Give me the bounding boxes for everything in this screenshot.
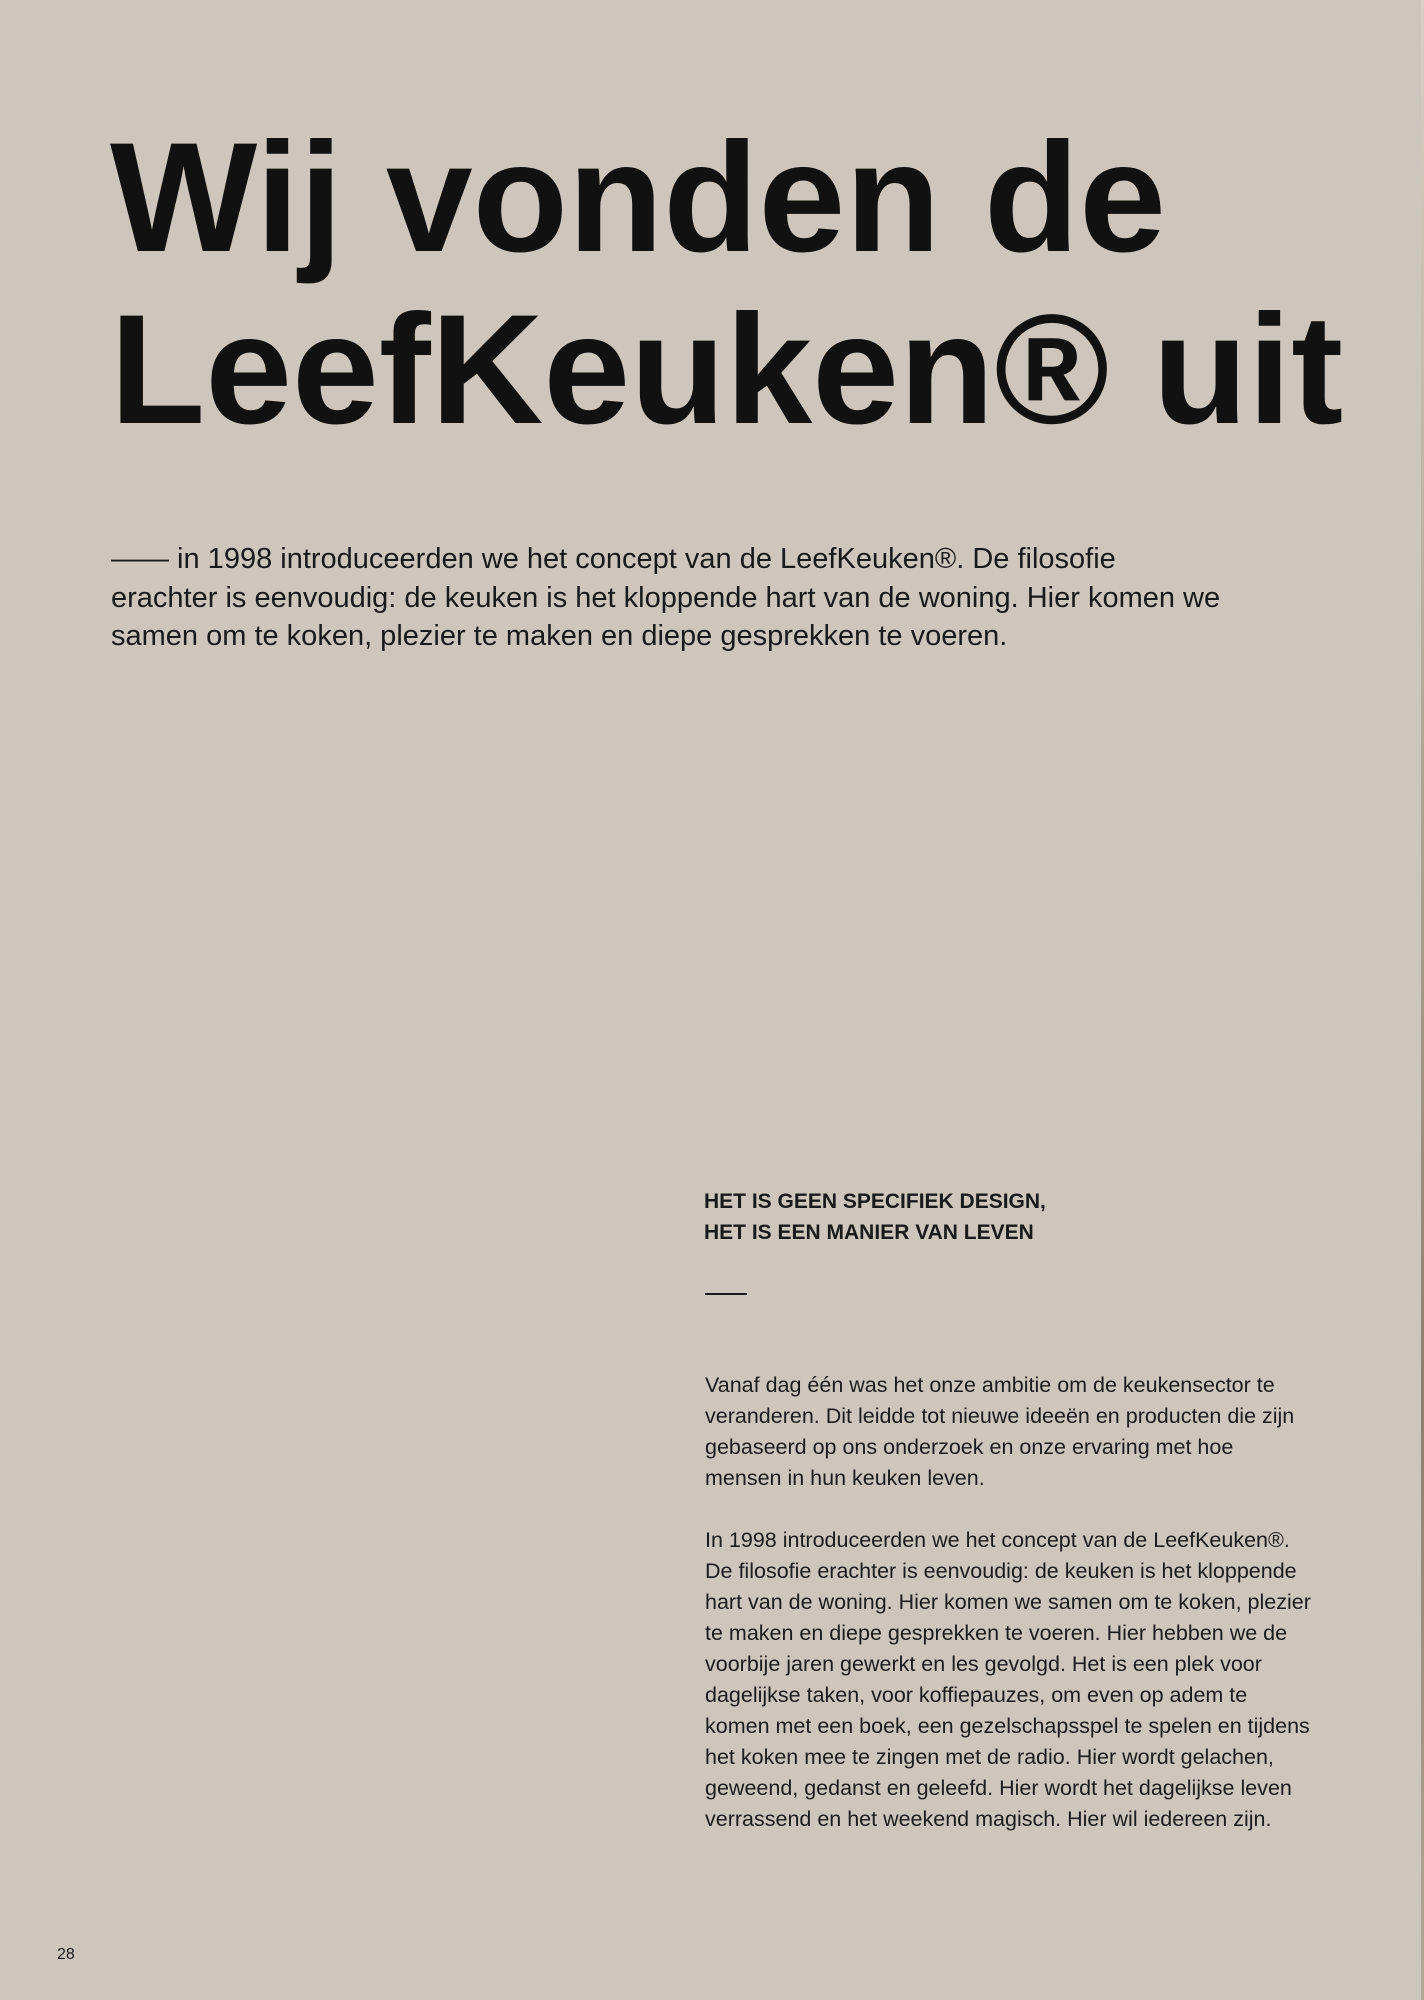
body-paragraph-1: Vanaf dag één was het onze ambitie om de keukensector te veranderen. Dit leidde tot nieuwe ideeën en producten die zijn gebaseerd op ons onderzoek en onze ervaring met hoe mensen in hun keuken leven.: [705, 1373, 1295, 1490]
title-line-1: Wij vonden de: [110, 111, 1166, 285]
section-heading-line-1: HET IS GEEN SPECIFIEK DESIGN,: [704, 1190, 1046, 1213]
intro-paragraph: —— in 1998 introduceerden we het concept van de LeefKeuken®. De filosofie erachter is eenvoudig: de keuken is het kloppende hart van de woning. Hier komen we samen om te koken, plezier te maken en diepe gesprekken te voeren.: [111, 543, 1221, 652]
page-title: [110, 111, 1344, 457]
page-number: 28: [57, 1946, 75, 1963]
section-heading-line-2: HET IS EEN MANIER VAN LEVEN: [704, 1221, 1034, 1244]
section-body: [705, 1370, 1315, 1866]
body-paragraph-2: In 1998 introduceerden we het concept van de LeefKeuken®. De filosofie erachter is eenvoudig: de keuken is het kloppende hart van de woning. Hier komen we samen om te koken, plezier te maken en diepe gesprekken te voeren. Hier hebben we de voorbije jaren gewerkt en les gevolgd. Het is een plek voor dagelijkse taken, voor koffiepauzes, om even op adem te komen met een boek, een gezelschapsspel te spelen en tijdens het koken mee te zingen met de radio. Hier wordt gelachen, geweend, gedanst en geleefd. Hier wordt het dagelijkse leven verrassend en het weekend magisch. Hier wil iedereen zijn.: [705, 1528, 1311, 1831]
section-divider: [705, 1293, 747, 1295]
section-heading: [704, 1186, 1324, 1248]
title-line-2: LeefKeuken® uit: [110, 283, 1344, 457]
